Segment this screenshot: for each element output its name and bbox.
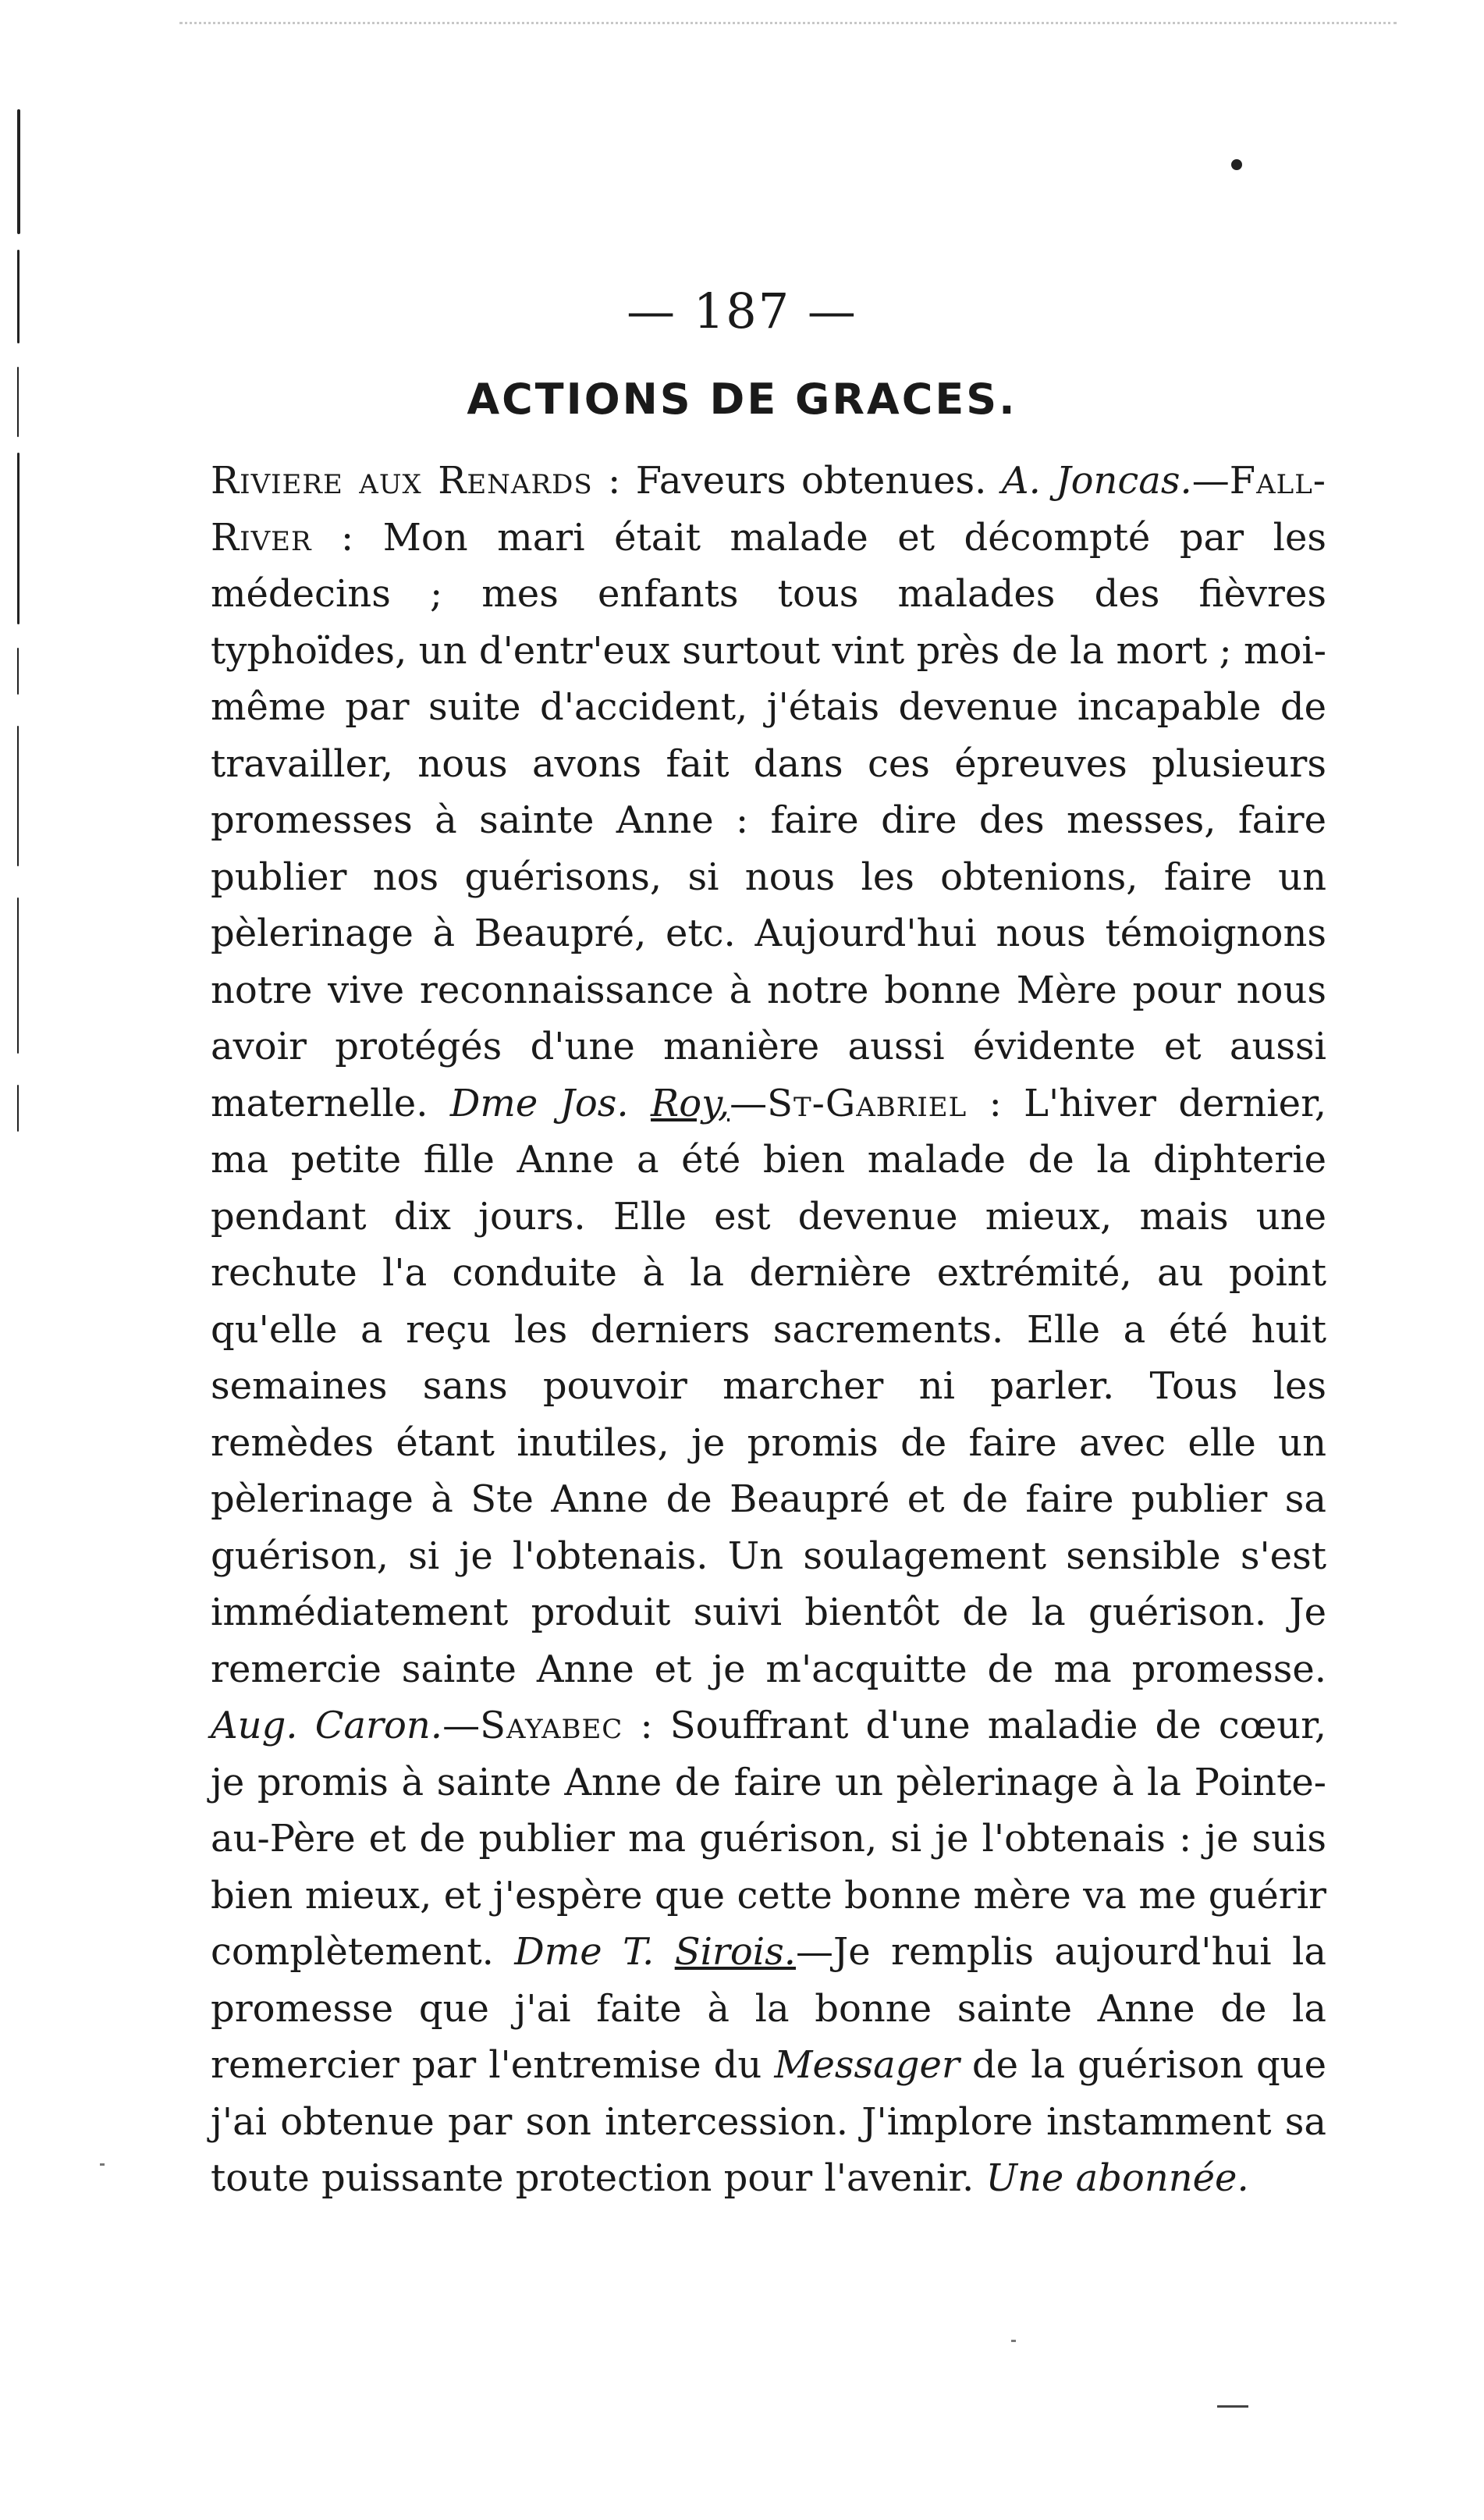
place-name: Sayabec xyxy=(480,1704,623,1747)
separator: — xyxy=(730,1081,768,1125)
signature: Aug. Caron. xyxy=(211,1704,443,1747)
ink-dot-mark xyxy=(1231,159,1242,170)
separator: — xyxy=(796,1930,834,1974)
periodical-title: Messager xyxy=(774,2043,960,2087)
entry-text: : L'hiver dernier, ma petite fille Anne a été bien malade de la diphterie pendant dix jours. Elle est devenue mieux, mais une rechute l'a conduite à la dernière extrémité, au point qu'elle a reçu les derniers sacrements. Elle a été huit semaines sans pouvoir marcher ni parler. Tous les remèdes étant inutiles, je promis de faire avec elle un pèlerinage à Ste Anne de Beaupré et de faire publier sa guérison, si je l'obtenais. Un soulagement sensible s'est immédiatement produit suivi bientôt de la guérison. Je remercie sainte Anne et je m'acquitte de ma promesse. xyxy=(211,1081,1326,1691)
scan-bottom-mark xyxy=(1217,2405,1248,2408)
section-title: ACTIONS DE GRACES. xyxy=(467,375,1017,424)
separator: — xyxy=(1191,459,1230,503)
signature: A. Joncas. xyxy=(1001,459,1192,503)
page-number: — 187 — xyxy=(627,283,857,339)
body-text xyxy=(211,453,1326,2207)
scan-speck xyxy=(1011,2340,1016,2342)
entry-text: de la guérison que j'ai obtenue par son intercession. J'implore instamment sa toute puissante protection pour l'avenir. xyxy=(211,2043,1326,2200)
place-name: Riviere aux Renards xyxy=(211,459,593,503)
separator: — xyxy=(442,1704,481,1747)
signature: Sirois. xyxy=(674,1930,797,1974)
entry-text: : Souffrant d'une maladie de cœur, je promis à sainte Anne de faire un pèlerinage à la Pointe-au-Père et de publier ma guérison, si je l'obtenais : je suis bien mieux, et j'espère que cette bonne mère va me guérir complètement. xyxy=(211,1704,1327,1974)
entry-text: : Faveurs obtenues. xyxy=(592,459,1002,503)
entry-text: : Mon mari était malade et décompté par les médecins ; mes enfants tous malades des fièvres typhoïdes, un d'entr'eux surtout vint près de la mort ; moi-même par suite d'accident, j'étais devenue incapable de travailler, nous avons fait dans ces épreuves plusieurs promesses à sainte Anne : faire dire des messes, faire publier nos guérisons, si nous les obtenions, faire un pèlerinage à Beaupré, etc. Aujourd'hui nous témoignons notre vive reconnaissance à notre bonne Mère pour nous avoir protégés d'une manière aussi évidente et aussi maternelle. xyxy=(211,515,1326,1125)
signature: Une abonnée. xyxy=(985,2156,1249,2200)
place-name: St-Gabriel xyxy=(767,1081,967,1125)
scan-top-edge-noise xyxy=(179,22,1397,30)
signature: Roy, xyxy=(651,1081,730,1125)
entry-text: Je remplis aujourd'hui la promesse que j'ai faite à la bonne sainte Anne de la remercier par l'entremise du xyxy=(211,1930,1327,2087)
signature-prefix: Dme T. xyxy=(514,1930,675,1974)
place-name: Fall-River xyxy=(211,459,1327,560)
scan-binding-edge xyxy=(17,86,25,1163)
signature-prefix: Dme Jos. xyxy=(449,1081,651,1125)
scan-speck xyxy=(100,2163,105,2166)
